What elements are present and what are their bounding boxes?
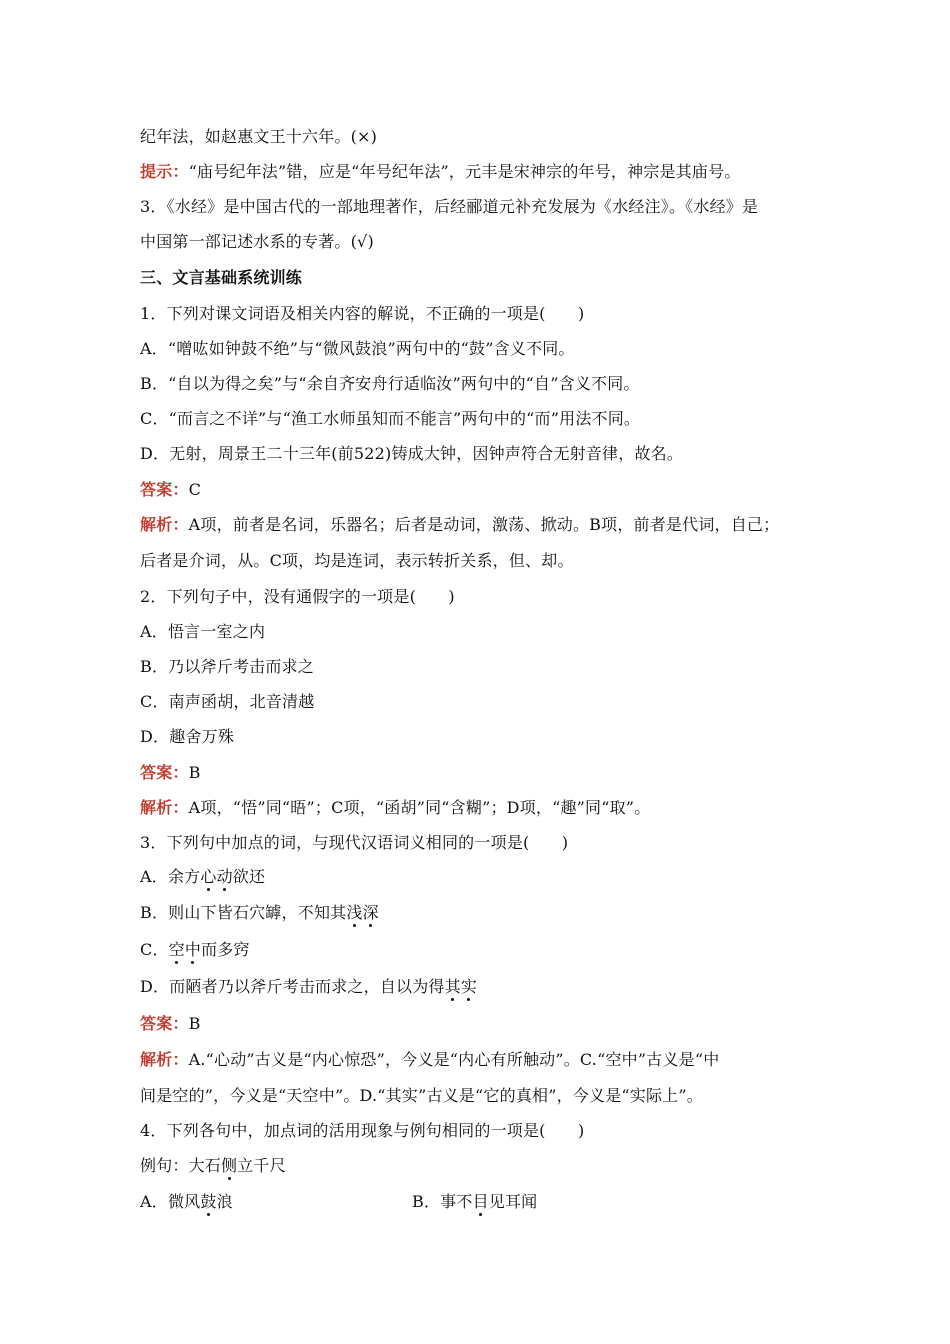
option-text: B．则山下皆石穴罅，不知其 (140, 903, 347, 922)
analysis-label: 解析： (140, 1050, 189, 1069)
q3-option-c (140, 939, 820, 961)
dotted-word: 其 (444, 977, 461, 996)
section-heading: 三、文言基础系统训练 (140, 268, 303, 287)
option-text: 欲还 (232, 867, 266, 886)
dotted-word: 实 (460, 977, 478, 996)
analysis-label: 解析： (140, 515, 189, 534)
option-text: D．而陋者乃以斧斤考击而求之，自以为得 (140, 977, 445, 996)
option-text: 见耳闻 (488, 1192, 538, 1211)
dotted-word: 心 (200, 867, 217, 886)
q3-analysis (140, 1049, 820, 1071)
q4-example (140, 1155, 820, 1177)
dotted-word: 鼓 (200, 1192, 217, 1211)
line-era-naming: 纪年法，如赵惠文王十六年。(×) (140, 127, 378, 146)
answer-value: B (188, 763, 201, 782)
q2-analysis (140, 797, 820, 819)
analysis-text: A项，前者是名词，乐器名；后者是动词，激荡、掀动。B项，前者是代词，自己； (188, 515, 780, 534)
answer-value: C (188, 480, 202, 499)
q1-option-c: C．“而言之不详”与“渔工水师虽知而不能言”两句中的“而”用法不同。 (140, 409, 641, 428)
hint-text: “庙号纪年法”错，应是“年号纪年法”，元丰是宋神宗的年号，神宗是其庙号。 (188, 162, 741, 181)
q1-analysis-cont: 后者是介词，从。C项，均是连词，表示转折关系，但、却。 (140, 551, 574, 570)
hint-line (140, 161, 820, 183)
q1-option-d: D．无射，周景王二十三年(前522)铸成大钟，因钟声符合无射音律，故名。 (140, 444, 684, 463)
option-text: 浪 (216, 1192, 233, 1211)
hint-label: 提示： (140, 162, 189, 181)
question-1: 1．下列对课文词语及相关内容的解说，不正确的一项是( ) (140, 304, 585, 323)
q4-options-row (140, 1191, 820, 1213)
question-2: 2．下列句子中，没有通假字的一项是( ) (140, 587, 455, 606)
dotted-word: 目 (472, 1192, 489, 1211)
example-text: 例句：大石 (140, 1156, 222, 1175)
option-text: B．事不 (412, 1192, 473, 1211)
statement-3: 3．《水经》是中国古代的一部地理著作，后经郦道元补充发展为《水经注》。《水经》是 (140, 197, 759, 216)
q2-answer (140, 762, 820, 784)
q3-analysis-cont: 间是空的”，今义是“天空中”。D.“其实”古义是“它的真相”，今义是“实际上”。 (140, 1086, 703, 1105)
option-text: A．微风 (140, 1192, 201, 1211)
dotted-word: 浅 (346, 903, 363, 922)
q3-answer (140, 1013, 820, 1035)
q3-option-b (140, 902, 820, 924)
q2-option-d: D．趣舍万殊 (140, 727, 235, 746)
dotted-word: 侧 (221, 1156, 238, 1175)
q3-option-a (140, 866, 820, 888)
dotted-word: 中 (184, 940, 202, 959)
statement-3-cont: 中国第一部记述水系的专著。(√) (140, 232, 374, 251)
option-text: C． (140, 940, 169, 959)
analysis-text: A.“心动”古义是“内心惊恐”，今义是“内心有所触动”。C.“空中”古义是“中 (188, 1050, 720, 1069)
example-text: 立千尺 (237, 1156, 286, 1175)
q3-option-d (140, 976, 820, 998)
dotted-word: 深 (362, 903, 379, 922)
question-3: 3．下列句中加点的词，与现代汉语词义相同的一项是( ) (140, 833, 569, 852)
option-text: 而多窍 (201, 940, 250, 959)
analysis-text: A项，“悟”同“晤”；C项，“函胡”同“含糊”；D项，“趣”同“取”。 (188, 798, 651, 817)
answer-label: 答案： (140, 1014, 189, 1033)
option-text: A．余方 (140, 867, 201, 886)
q1-answer (140, 479, 820, 501)
question-4: 4．下列各句中，加点词的活用现象与例句相同的一项是( ) (140, 1121, 585, 1140)
answer-label: 答案： (140, 480, 189, 499)
q4-option-b (412, 1191, 537, 1213)
q1-analysis (140, 514, 820, 536)
analysis-label: 解析： (140, 798, 189, 817)
q1-option-a: A．“噌吰如钟鼓不绝”与“微风鼓浪”两句中的“鼓”含义不同。 (140, 339, 575, 358)
q2-option-a: A．悟言一室之内 (140, 622, 266, 641)
q2-option-c: C．南声函胡，北音清越 (140, 692, 315, 711)
dotted-word: 空 (168, 940, 185, 959)
answer-label: 答案： (140, 763, 189, 782)
q4-option-a (140, 1192, 233, 1211)
answer-value: B (188, 1014, 201, 1033)
q2-option-b: B．乃以斧斤考击而求之 (140, 657, 314, 676)
q1-option-b: B．“自以为得之矣”与“余自齐安舟行适临汝”两句中的“自”含义不同。 (140, 374, 640, 393)
dotted-word: 动 (216, 867, 233, 886)
